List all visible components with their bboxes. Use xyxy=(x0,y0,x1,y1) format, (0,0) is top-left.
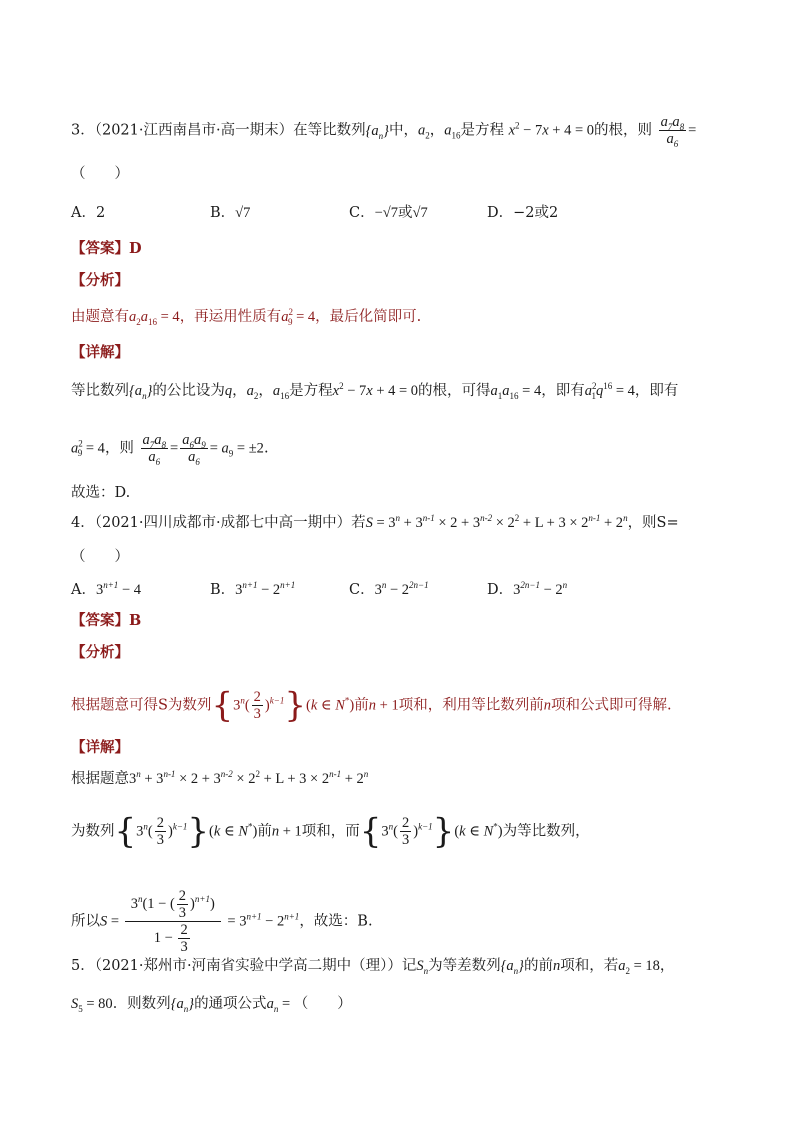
q4-analysis-tag: 【分析】 xyxy=(71,644,129,661)
q4-option-c: C．$3^n - 2^{2n-1}$ xyxy=(349,580,429,598)
q4-detail-line2: 为数列{3$^n$( $\frac{2}{3}$ )$^{k-1}$}(k ∈ N*)前n + 1项和，而{3$^n$( $\frac{2}{3}$ )$^{k-1}$}(k ∈ N*)为等比数列， xyxy=(71,811,590,852)
q3-conclusion: 故选：D. xyxy=(71,485,131,501)
q3-option-c: C．−√7或√7 xyxy=(349,205,428,221)
q3-stem: 3．（2021·江西南昌市·高一期末）在等比数列$\{a_n\}$中，$a_2$，$a_{16}$是方程 $x^2 - 7x + 4 = 0$的根，则 $\frac{a_7a_8}{a_6}$ = xyxy=(71,114,697,149)
q5-stem-line1: 5．（2021·郑州市·河南省实验中学高二期中（理））记$S_n$为等差数列$\{a_n\}$的前n项和，若$a_2 = 18$， xyxy=(71,958,675,976)
q4-analysis-text: 根据题意可得S为数列{3$^n$( $\frac{2}{3}$ )$^{k-1}$}(k ∈ N*)前n + 1项和，利用等比数列前n项和公式即可得解. xyxy=(71,685,672,726)
q4-option-b: B．$3^{n+1} - 2^{n+1}$ xyxy=(210,580,296,598)
q4-answer: 【答案】B xyxy=(71,612,142,629)
q3-detail-line1: 等比数列$\{a_n\}$的公比设为q，$a_2$，$a_{16}$是方程$x^2 - 7x + 4 = 0$的根，可得$a_1a_{16} = 4$，即有$a^2_1q^{16} = 4$，即有 xyxy=(71,381,679,401)
q4-option-a: A．$3^{n+1} - 4$ xyxy=(71,580,141,598)
q5-stem-line2: $S_5 = 80$．则数列$\{a_n\}$的通项公式$a_n$ = （ ） xyxy=(71,996,352,1014)
q3-answer: 【答案】D xyxy=(71,240,142,257)
q3-paren: （ ） xyxy=(71,166,129,182)
q3-detail-tag: 【详解】 xyxy=(71,344,129,361)
q3-option-a: A．2 xyxy=(71,205,106,221)
q4-detail-line1: 根据题意$3^n + 3^{n-1} \times 2 + 3^{n-2} \times 2^2 + L + 3 \times 2^{n-1} + 2^n$ xyxy=(71,769,369,787)
q3-analysis-text: 由题意有$a_2a_{16} = 4$，再运用性质有$a^2_9 = 4$，最后化简即可. xyxy=(71,307,422,327)
q4-detail-line3: 所以S = $3^n(1$ − ( $\frac{2}{3}$ )$^{n+1}$) 1 − $\frac{2}{3}$ = $3^{n+1} - 2^{n+1}$，故选：B. xyxy=(71,888,373,955)
q4-paren: （ ） xyxy=(71,549,129,565)
q4-option-d: D．$3^{2n-1} - 2^n$ xyxy=(487,580,568,598)
q3-detail-line2: $a^2_9 = 4$，则 $\frac{a_7a_8}{a_6}$ = $\frac{a_6a_9}{a_6}$ = $a_9 = \pm 2$. xyxy=(71,432,269,467)
q3-fraction: $\frac{a_7a_8}{a_6}$ xyxy=(660,114,685,149)
q3-analysis-tag: 【分析】 xyxy=(71,272,129,289)
q4-detail-tag: 【详解】 xyxy=(71,739,129,756)
q3-option-b: B．√7 xyxy=(210,205,251,221)
q3-option-d: D．−2或2 xyxy=(487,205,559,221)
q4-stem: 4．（2021·四川成都市·成都七中高一期中）若$S = 3^n + 3^{n-1} \times 2 + 3^{n-2} \times 2^2 + L + 3 \times 2^{n-1} + 2^n$，则S= xyxy=(71,513,679,531)
